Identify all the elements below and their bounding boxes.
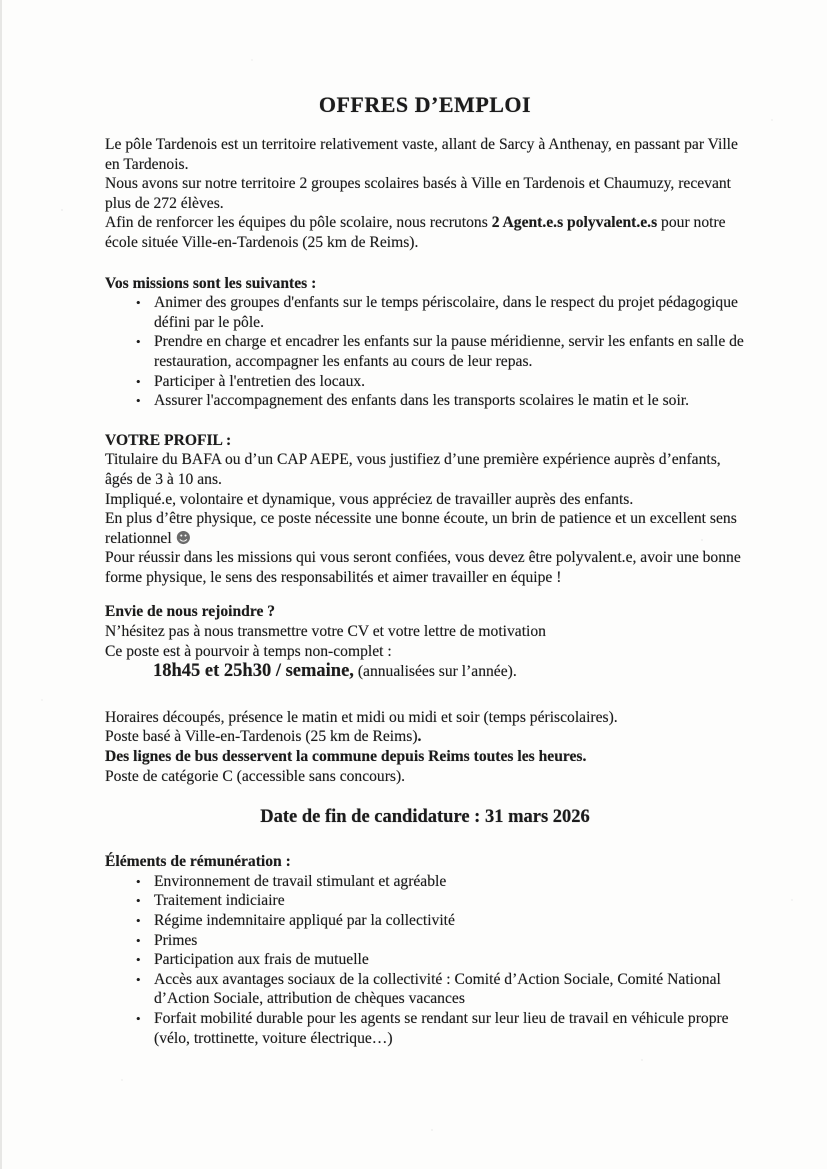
join-us-paragraph-1: N’hésitez pas à nous transmettre votre CV et votre lettre de motivation	[105, 623, 546, 641]
mission-item-text: Assurer l'accompagnement des enfants dans les transports scolaires le matin et le soir.	[154, 392, 690, 410]
bullet-icon: •	[136, 971, 141, 987]
join-us-paragraph-2: Ce poste est à pourvoir à temps non-complet :	[105, 642, 392, 660]
profile-p3-text: En plus d’être physique, ce poste nécessite une bonne écoute, un brin de patience et un excellent sens relationnel	[105, 510, 737, 547]
location-line	[105, 727, 745, 747]
intro-paragraph-3	[105, 213, 745, 252]
missions-heading: Vos missions sont les suivantes :	[105, 274, 317, 292]
intro-p3-prefix: Afin de renforcer les équipes du pôle scolaire, nous recrutons	[105, 214, 492, 232]
recruitment-highlight: 2 Agent.e.s polyvalent.e.s	[491, 214, 658, 232]
location-text: Poste basé à Ville-en-Tardenois (25 km de Reims)	[105, 728, 418, 746]
bullet-icon: •	[136, 873, 141, 889]
bullet-icon: •	[136, 913, 141, 928]
intro-section	[105, 135, 745, 253]
bullet-icon: •	[136, 952, 141, 968]
join-us-heading: Envie de nous rejoindre ?	[105, 603, 276, 621]
bullet-icon: •	[136, 893, 141, 909]
bullet-icon: •	[136, 373, 141, 389]
working-hours-value: 18h45 et 25h30 / semaine,	[153, 661, 354, 682]
remuneration-heading: Éléments de rémunération :	[105, 853, 291, 871]
profile-paragraph-4: Pour réussir dans les missions qui vous seront confiées, vous devez être polyvalent.e, avoir une bonne forme physique, le sens des responsabilités et aimer travailler en équipe !	[105, 549, 741, 586]
bullet-icon: •	[136, 393, 141, 409]
mission-item-text: Participer à l'entretien des locaux.	[154, 372, 366, 390]
join-us-section	[105, 602, 745, 681]
intro-paragraph-2: Nous avons sur notre territoire 2 groupes scolaires basés à Ville en Tardenois et Chaumuzy, recevant plus de 272 élèves.	[105, 175, 732, 212]
mission-item	[105, 293, 745, 332]
profile-paragraph-3	[105, 509, 745, 548]
remuneration-item-text: Accès aux avantages sociaux de la collectivité : Comité d’Action Sociale, Comité National d’Action Sociale, attribution de chèques vacances	[154, 970, 721, 1008]
category-line: Poste de catégorie C (accessible sans concours).	[105, 767, 406, 785]
remuneration-item-text: Primes	[154, 931, 198, 949]
remuneration-item-text: Forfait mobilité durable pour les agents se rendant sur leur lieu de travail en véhicule propre (vélo, trottinette, voiture électrique…)	[154, 1009, 729, 1047]
profile-paragraph-2: Impliqué.e, volontaire et dynamique, vous appréciez de travailler auprès des enfants.	[105, 490, 634, 508]
smiley-icon: ☻	[175, 528, 192, 547]
remuneration-item	[105, 911, 745, 931]
mission-item	[105, 332, 745, 371]
working-hours-note: (annualisées sur l’année).	[353, 663, 517, 681]
missions-section	[105, 274, 745, 411]
remuneration-item	[105, 1009, 745, 1048]
bullet-icon: •	[136, 295, 141, 311]
remuneration-item-text: Environnement de travail stimulant et agréable	[154, 872, 447, 890]
remuneration-item-text: Participation aux frais de mutuelle	[154, 951, 369, 969]
bullet-icon: •	[136, 334, 141, 350]
location-period: .	[417, 728, 422, 746]
schedule-line: Horaires découpés, présence le matin et midi ou midi et soir (temps périscolaires).	[105, 708, 618, 726]
intro-p3-suffix: pour notre école située Ville-en-Tardenois (25 km de Reims).	[105, 214, 726, 251]
profile-paragraph-1: Titulaire du BAFA ou d’un CAP AEPE, vous justifiez d’une première expérience auprès d’enfants, âgés de 3 à 10 ans.	[105, 451, 721, 488]
profile-section	[105, 431, 745, 588]
remuneration-item	[105, 891, 745, 911]
bus-service-line: Des lignes de bus desservent la commune depuis Reims toutes les heures.	[105, 748, 587, 766]
profile-heading: VOTRE PROFIL :	[105, 431, 232, 449]
mission-item	[105, 372, 745, 392]
page-title: OFFRES D’EMPLOI	[318, 92, 532, 117]
remuneration-item-text: Régime indemnitaire appliqué par la collectivité	[154, 912, 455, 929]
bullet-icon: •	[136, 1010, 141, 1026]
mission-item-text: Animer des groupes d'enfants sur le temps périscolaire, dans le respect du projet pédagogique défini par le pôle.	[154, 294, 738, 331]
mission-item-text: Prendre en charge et encadrer les enfants sur la pause méridienne, servir les enfants en salle de restauration, accompagner les enfants au cours de leur repas.	[154, 333, 744, 370]
mission-item	[105, 391, 745, 411]
missions-list	[105, 293, 745, 411]
remuneration-section	[105, 852, 745, 1048]
intro-paragraph-1: Le pôle Tardenois est un territoire relativement vaste, allant de Sarcy à Anthenay, en passant par Ville en Tardenois.	[105, 136, 738, 173]
application-deadline: Date de fin de candidature : 31 mars 2026	[260, 807, 590, 828]
remuneration-list	[105, 872, 745, 1048]
details-section	[105, 708, 745, 786]
bullet-icon: •	[136, 932, 141, 948]
remuneration-item-text: Traitement indiciaire	[154, 892, 285, 910]
working-hours-line	[105, 662, 745, 682]
page-content	[105, 0, 745, 1048]
remuneration-item	[105, 970, 745, 1009]
remuneration-item	[105, 872, 745, 892]
remuneration-item	[105, 950, 745, 970]
remuneration-item	[105, 931, 745, 951]
